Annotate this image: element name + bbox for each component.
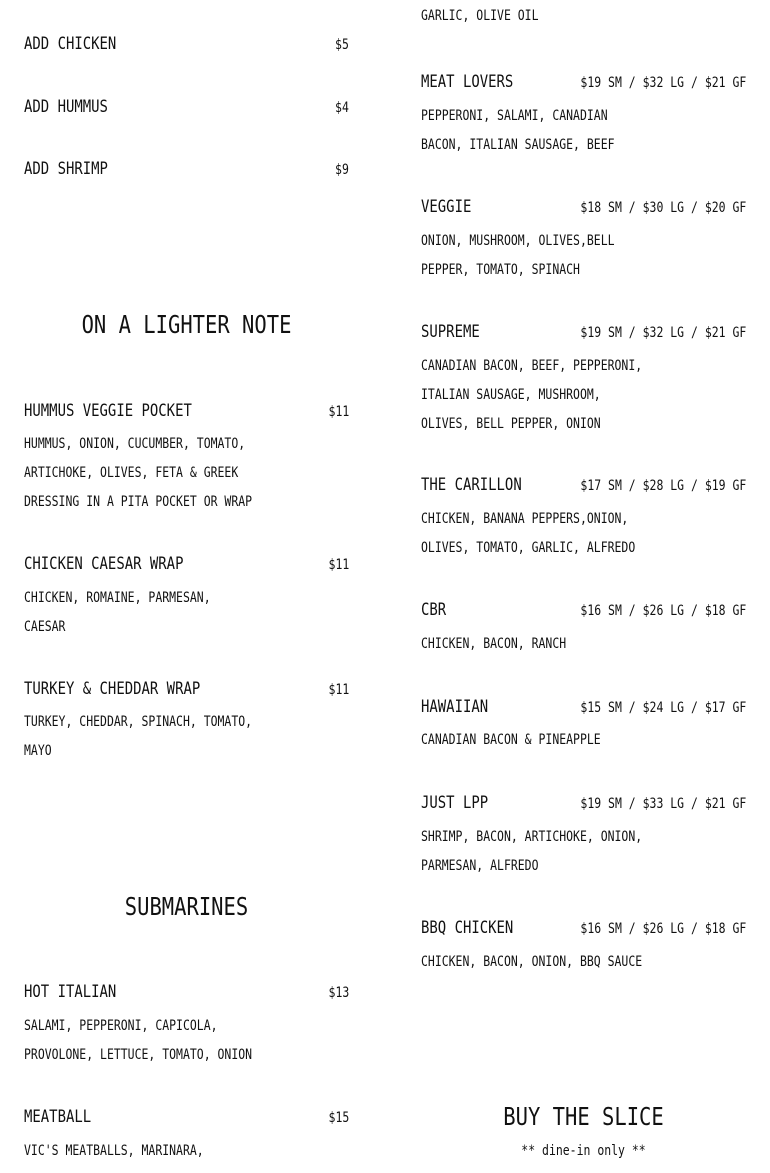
pizza-header [421,72,746,92]
pizza-header [421,322,746,342]
pizza-price: $16 SM / $26 LG / $18 GF [580,603,746,619]
menu-item-name: TURKEY & CHEDDAR WRAP [24,679,201,699]
pizza-header [421,475,746,495]
pizza-price: $19 SM / $32 LG / $21 GF [580,325,746,341]
right-column [421,0,746,1173]
pizza-description: CHICKEN, BACON, RANCH [421,636,567,652]
menu-item-description: CHICKEN, ROMAINE, PARMESAN, CAESAR [24,590,211,635]
menu-item-description: HUMMUS, ONION, CUCUMBER, TOMATO, ARTICHOKE, OLIVES, FETA & GREEK DRESSING IN A PITA POCKET OR WRAP [24,436,253,510]
dine-in-note: ** dine-in only ** [521,1143,646,1159]
pizza-description: CHICKEN, BACON, ONION, BBQ SAUCE [421,954,643,970]
menu-item-header [24,554,349,574]
menu-item-price: $11 [328,404,349,420]
pizza-description: CHICKEN, BANANA PEPPERS,ONION, OLIVES, TOMATO, GARLIC, ALFREDO [421,511,636,556]
section-heading-submarines: SUBMARINES [124,892,249,921]
pizza-name: CBR [421,600,447,620]
clipped-description: GARLIC, OLIVE OIL [421,8,539,24]
pizza-price: $19 SM / $32 LG / $21 GF [580,75,746,91]
pizza-name: JUST LPP [421,793,489,813]
menu-item-name: HUMMUS VEGGIE POCKET [24,401,192,421]
pizza-description: PEPPERONI, SALAMI, CANADIAN BACON, ITALIAN SAUSAGE, BEEF [421,108,615,153]
pizza-name: THE CARILLON [421,475,522,495]
menu-item-price: $11 [328,557,349,573]
section-heading-lighter-note: ON A LIGHTER NOTE [81,310,292,339]
pizza-name: MEAT LOVERS [421,72,514,92]
menu-item-price: $11 [328,682,349,698]
left-column [24,0,349,1173]
pizza-header [421,197,746,217]
menu-item-name: CHICKEN CAESAR WRAP [24,554,184,574]
pizza-header [421,793,746,813]
addon-price: $5 [335,37,349,53]
menu-item-description: VIC'S MEATBALLS, MARINARA, [24,1143,204,1159]
addon-name: ADD HUMMUS [24,97,108,117]
pizza-description: SHRIMP, BACON, ARTICHOKE, ONION, PARMESAN, ALFREDO [421,829,643,874]
menu-item-header [24,401,349,421]
pizza-description: CANADIAN BACON & PINEAPPLE [421,732,601,748]
menu-item-name: MEATBALL [24,1107,92,1127]
addon-row [24,34,349,54]
pizza-price: $16 SM / $26 LG / $18 GF [580,921,746,937]
pizza-price: $17 SM / $28 LG / $19 GF [580,478,747,494]
pizza-price: $15 SM / $24 LG / $17 GF [580,700,746,716]
menu-item-header [24,1107,349,1127]
pizza-description: CANADIAN BACON, BEEF, PEPPERONI, ITALIAN SAUSAGE, MUSHROOM, OLIVES, BELL PEPPER, ONION [421,358,643,432]
menu-item-price: $15 [328,1110,349,1126]
menu-item-description: SALAMI, PEPPERONI, CAPICOLA, PROVOLONE, LETTUCE, TOMATO, ONION [24,1018,253,1063]
pizza-name: BBQ CHICKEN [421,918,514,938]
addon-name: ADD SHRIMP [24,159,108,179]
pizza-description: ONION, MUSHROOM, OLIVES,BELL PEPPER, TOMATO, SPINACH [421,233,615,278]
pizza-name: VEGGIE [421,197,472,217]
pizza-header [421,697,746,717]
section-heading-buy-the-slice: BUY THE SLICE [503,1102,664,1131]
pizza-name: SUPREME [421,322,480,342]
addon-row [24,97,349,117]
menu-item-price: $13 [328,985,349,1001]
menu-item-name: HOT ITALIAN [24,982,117,1002]
menu-item-description: TURKEY, CHEDDAR, SPINACH, TOMATO, MAYO [24,714,253,759]
addon-price: $9 [335,162,349,178]
menu-item-header [24,679,349,699]
addon-row [24,159,349,179]
pizza-header [421,918,746,938]
pizza-price: $18 SM / $30 LG / $20 GF [580,200,746,216]
addon-name: ADD CHICKEN [24,34,117,54]
pizza-header [421,600,746,620]
pizza-price: $19 SM / $33 LG / $21 GF [580,796,746,812]
menu-item-header [24,982,349,1002]
pizza-name: HAWAIIAN [421,697,489,717]
addon-price: $4 [335,100,349,116]
